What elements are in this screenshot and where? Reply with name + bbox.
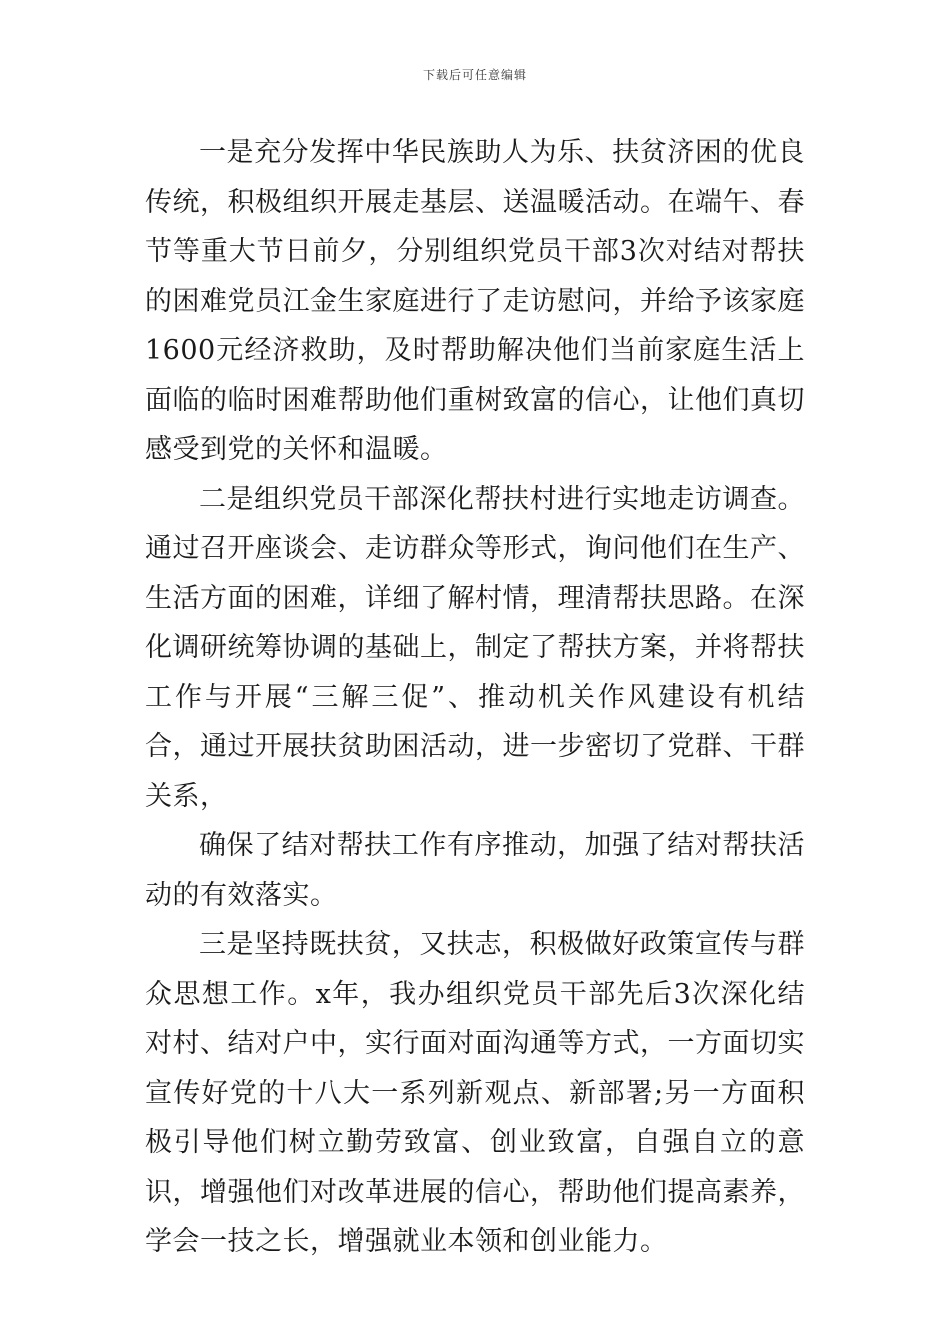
header-note: 下载后可任意编辑 [422,68,527,82]
paragraph-1: 一是充分发挥中华民族助人为乐、扶贫济困的优良传统，积极组织开展走基层、送温暖活动。在端午、春节等重大节日前夕，分别组织党员干部3次对结对帮扶的困难党员江金生家庭进行了走访慰问，并给予该家庭1600元经济救助，及时帮助解决他们当前家庭生活上面临的临时困难帮助他们重树致富的信心，让他们真切感受到党的关怀和温暖。 [145,137,805,465]
paragraph-2: 二是组织党员干部深化帮扶村进行实地走访调查。通过召开座谈会、走访群众等形式，询问他们在生产、生活方面的困难，详细了解村情，理清帮扶思路。在深化调研统筹协调的基础上，制定了帮扶方案，并将帮扶工作与开展“三解三促”、推动机关作风建设有机结合，通过开展扶贫助困活动，进一步密切了党群、干群关系， [145,483,805,812]
paragraph-3: 确保了结对帮扶工作有序推动，加强了结对帮扶活动的有效落实。 [145,830,805,911]
document-body [145,128,805,1267]
paragraph-4: 三是坚持既扶贫，又扶志，积极做好政策宣传与群众思想工作。x年，我办组织党员干部先后3次深化结对村、结对户中，实行面对面沟通等方式，一方面切实宣传好党的十八大一系列新观点、新部署;另一方面积极引导他们树立勤劳致富、创业致富，自强自立的意识，增强他们对改革进展的信心，帮助他们提高素养，学会一技之长，增强就业本领和创业能力。 [145,929,805,1257]
